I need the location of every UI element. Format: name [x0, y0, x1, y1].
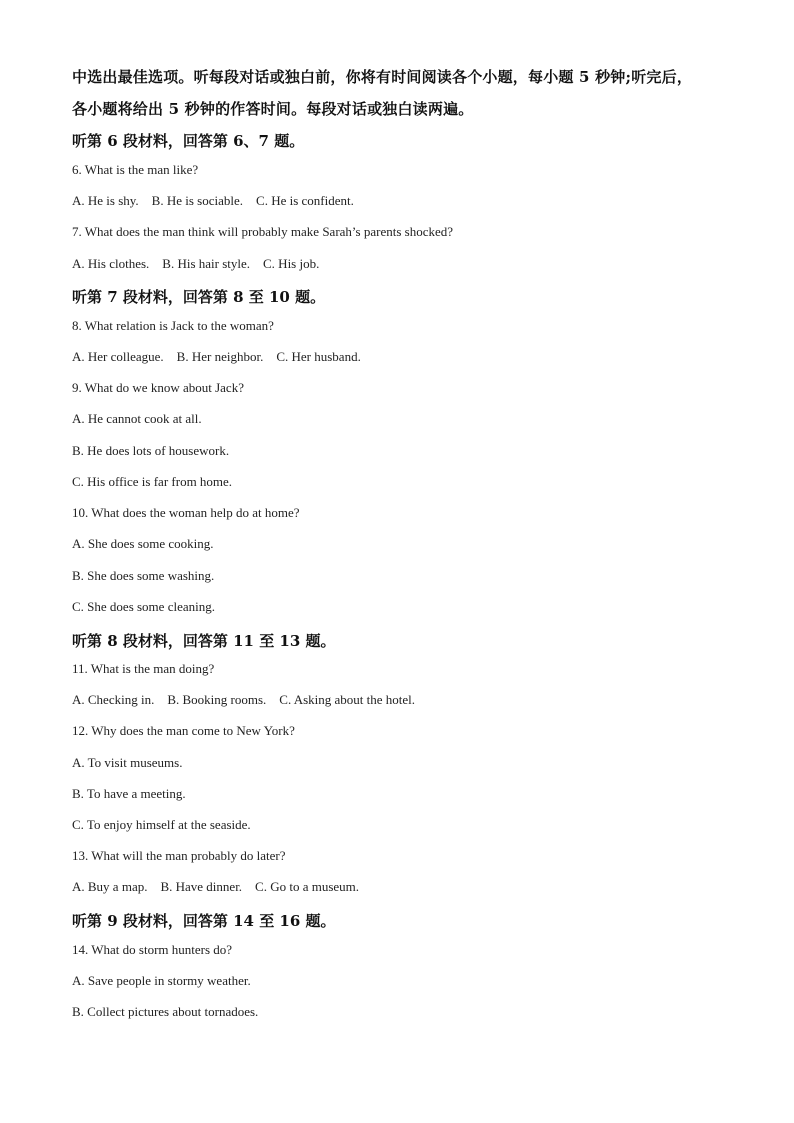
question-line: 6. What is the man like?: [72, 162, 199, 177]
question-line: A. She does some cooking.: [72, 536, 214, 551]
question-line: A. Checking in. B. Booking rooms. C. Asking about the hotel.: [72, 692, 416, 707]
question-line: A. Buy a map. B. Have dinner. C. Go to a museum.: [72, 879, 360, 894]
section-heading: 听第 7 段材料，回答第 8 至 10 题。: [72, 288, 326, 306]
section-heading: 听第 6 段材料，回答第 6、7 题。: [72, 132, 305, 150]
question-line: 12. Why does the man come to New York?: [72, 723, 295, 738]
question-line: 9. What do we know about Jack?: [72, 380, 244, 395]
question-line: A. Save people in stormy weather.: [72, 973, 251, 988]
question-line: A. To visit museums.: [72, 755, 183, 770]
question-line: A. Her colleague. B. Her neighbor. C. Her husband.: [72, 349, 361, 364]
question-line: B. She does some washing.: [72, 568, 215, 583]
section-heading: 听第 9 段材料，回答第 14 至 16 题。: [72, 912, 336, 930]
intro-line-1: 中选出最佳选项。听每段对话或独白前，你将有时间阅读各个小题，每小题 5 秒钟;听完后，: [72, 68, 693, 86]
question-line: B. He does lots of housework.: [72, 443, 230, 458]
section-heading: 听第 8 段材料，回答第 11 至 13 题。: [72, 632, 336, 650]
question-line: A. He is shy. B. He is sociable. C. He is confident.: [72, 193, 354, 208]
question-line: C. She does some cleaning.: [72, 599, 215, 614]
question-line: C. His office is far from home.: [72, 474, 233, 489]
question-line: 8. What relation is Jack to the woman?: [72, 318, 274, 333]
intro-line-2: 各小题将给出 5 秒钟的作答时间。每段对话或独白读两遍。: [72, 100, 474, 118]
question-line: 14. What do storm hunters do?: [72, 942, 233, 957]
question-line: B. To have a meeting.: [72, 786, 186, 801]
question-line: A. He cannot cook at all.: [72, 411, 202, 426]
question-line: A. His clothes. B. His hair style. C. His job.: [72, 256, 320, 271]
question-line: 7. What does the man think will probably make Sarah’s parents shocked?: [72, 224, 453, 239]
question-line: 13. What will the man probably do later?: [72, 848, 286, 863]
question-line: C. To enjoy himself at the seaside.: [72, 817, 251, 832]
question-line: B. Collect pictures about tornadoes.: [72, 1004, 259, 1019]
question-line: 10. What does the woman help do at home?: [72, 505, 300, 520]
question-line: 11. What is the man doing?: [72, 661, 215, 676]
